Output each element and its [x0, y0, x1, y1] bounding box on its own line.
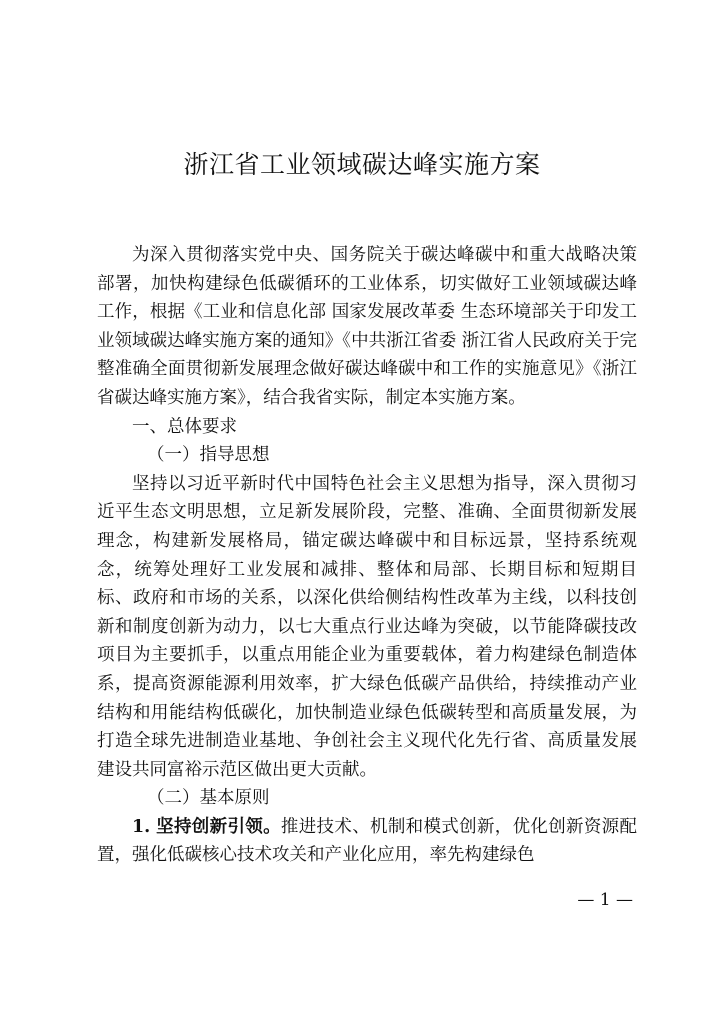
- principle-title: 坚持创新引领。: [156, 816, 281, 837]
- document-title: 浙江省工业领域碳达峰实施方案: [183, 150, 541, 179]
- subsection-heading-guiding-thought: （一）指导思想: [147, 445, 270, 466]
- document-body: [97, 241, 637, 870]
- principle-number: 1.: [132, 816, 151, 837]
- subsection-heading-basic-principles: （二）基本原则: [147, 788, 270, 809]
- principle-paragraph: [97, 813, 637, 870]
- guiding-thought-paragraph: 坚持以习近平新时代中国特色社会主义思想为指导，深入贯彻习近平生态文明思想，立足新发展阶段，完整、准确、全面贯彻新发展理念，构建新发展格局，锚定碳达峰碳中和目标远景，坚持系统观念，统筹处理好工业发展和减排、整体和局部、长期目标和短期目标、政府和市场的关系，以深化供给侧结构性改革为主线，以科技创新和制度创新为动力，以七大重点行业达峰为突破，以节能降碳技改项目为主要抓手，以重点用能企业为重要载体，着力构建绿色制造体系，提高资源能源利用效率，扩大绿色低碳产品供给，持续推动产业结构和用能结构低碳化，加快制造业绿色低碳转型和高质量发展，为打造全球先进制造业基地、争创社会主义现代化先行省、高质量发展建设共同富裕示范区做出更大贡献。: [97, 473, 637, 780]
- page-number: — 1 —: [577, 890, 633, 910]
- principle-text: 推进技术、机制和模式创新，优化创新资源配置，强化低碳核心技术攻关和产业化应用，率先构建绿色: [97, 816, 638, 866]
- intro-paragraph: 为深入贯彻落实党中央、国务院关于碳达峰碳中和重大战略决策部署，加快构建绿色低碳循环的工业体系，切实做好工业领域碳达峰工作，根据《工业和信息化部 国家发展改革委 生态环境部关于印发工业领域碳达峰实施方案的通知》《中共浙江省委 浙江省人民政府关于完整准确全面贯彻新发展理念做好碳达峰碳中和工作的实施意见》《浙江省碳达峰实施方案》，结合我省实际，制定本实施方案。: [97, 245, 637, 408]
- section-heading-overall-requirements: 一、总体要求: [132, 416, 237, 437]
